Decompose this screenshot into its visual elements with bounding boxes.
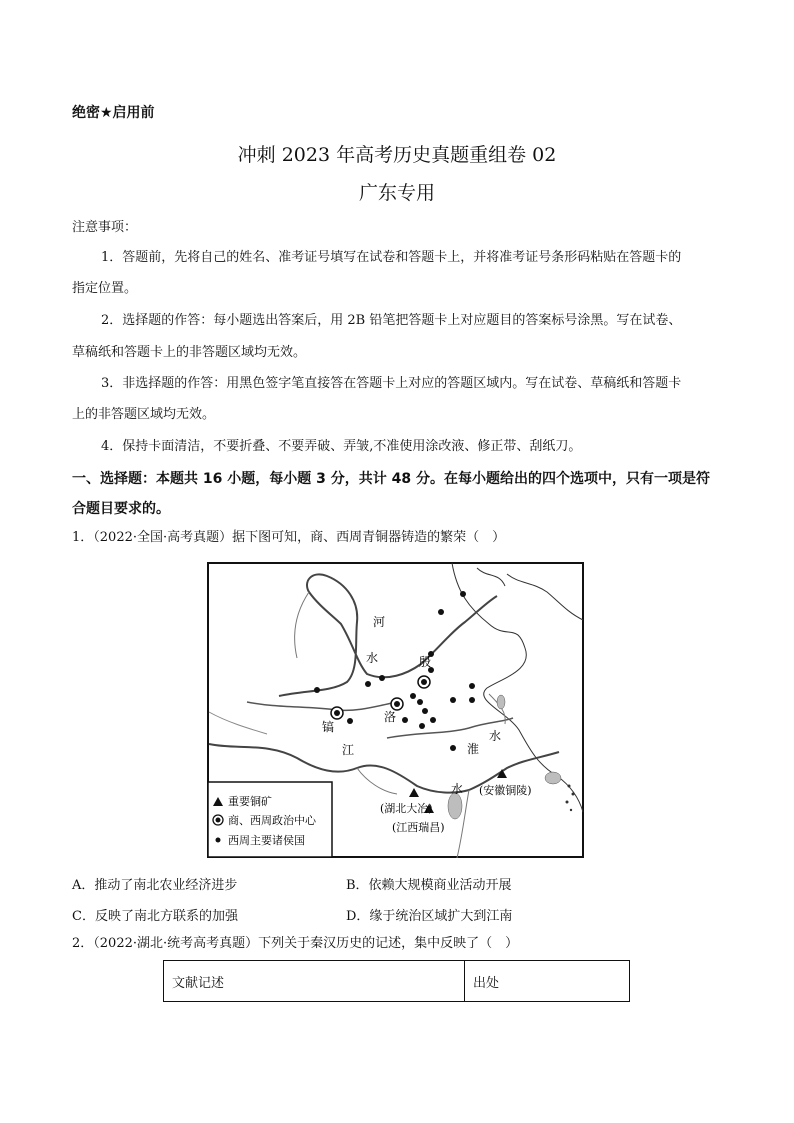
map-label-shui1: 水 (366, 651, 379, 665)
lake-taihu (545, 772, 561, 784)
map-label-jiang: 江 (342, 743, 355, 757)
notice-heading: 注意事项： (72, 220, 138, 235)
vassal-dot (469, 697, 475, 703)
map-label-anhui: (安徽铜陵) (479, 784, 532, 797)
lake-poyang (448, 793, 462, 819)
vassal-dot (430, 717, 436, 723)
vassal-dot (422, 708, 428, 714)
vassal-dot (402, 717, 408, 723)
table-header-origin: 出处 (465, 961, 630, 1002)
option-d[interactable]: D．缘于统治区域扩大到江南 (346, 909, 513, 924)
center-hao-marker (331, 707, 343, 719)
notice-item-1-line-2: 指定位置。 (72, 281, 138, 296)
option-b[interactable]: B．依赖大规模商业活动开展 (346, 878, 512, 893)
vassal-dot (410, 693, 416, 699)
bronze-map (207, 562, 584, 858)
legend-vassal-icon (216, 838, 221, 843)
option-c[interactable]: C．反映了南北方联系的加强 (72, 909, 238, 924)
vassal-dot (379, 675, 385, 681)
vassal-dot (417, 699, 423, 705)
legend-center-label: 商、西周政治中心 (228, 814, 316, 827)
center-yin-marker (418, 676, 430, 688)
notice-item-2-line-2: 草稿纸和答题卡上的非答题区域均无效。 (72, 345, 307, 360)
vassal-dot (419, 723, 425, 729)
map-label-shui3: 水 (451, 782, 464, 796)
confidential-label: 绝密★启用前 (72, 105, 155, 121)
island (568, 785, 571, 788)
map-label-he: 河 (373, 615, 386, 629)
map-label-shui2: 水 (489, 729, 502, 743)
question-1-stem: 1．（2022·全国·高考真题）据下图可知，商、西周青铜器铸造的繁荣（ ） (72, 530, 506, 545)
lake-hongze (497, 695, 505, 709)
vassal-dot (450, 697, 456, 703)
section-heading-line-2: 合题目要求的。 (72, 501, 170, 517)
map-label-hao: 镐 (322, 720, 335, 734)
legend-vassal-label: 西周主要诸侯国 (228, 834, 305, 847)
notice-item-3-line-2: 上的非答题区域均无效。 (72, 407, 216, 422)
island (572, 793, 575, 796)
vassal-dot (469, 683, 475, 689)
exam-title: 冲刺 2023 年高考历史真题重组卷 02 (237, 144, 557, 166)
vassal-dot (347, 718, 353, 724)
map-label-jiangxi: (江西瑞昌) (392, 821, 445, 834)
notice-item-1-line-1: 1．答题前，先将自己的姓名、准考证号填写在试卷和答题卡上，并将准考证号条形码粘贴在答题卡的 (101, 250, 682, 265)
notice-item-2-line-1: 2．选择题的作答：每小题选出答案后，用 2B 铅笔把答题卡上对应题目的答案标号涂黑。写在试卷、 (101, 313, 682, 328)
vassal-dot (438, 609, 444, 615)
exam-subtitle: 广东专用 (358, 182, 435, 204)
vassal-dot (314, 687, 320, 693)
island (570, 809, 572, 811)
q2-table (163, 960, 630, 1002)
map-label-yin: 殷 (419, 655, 432, 669)
notice-item-4: 4．保持卡面清洁，不要折叠、不要弄破、弄皱,不准使用涂改液、修正带、刮纸刀。 (101, 439, 582, 454)
center-luo-marker (391, 698, 403, 710)
map-label-huai: 淮 (467, 742, 480, 756)
notice-item-3-line-1: 3．非选择题的作答：用黑色签字笔直接答在答题卡上对应的答题区域内。写在试卷、草稿纸和答题卡 (101, 376, 682, 391)
table-header-source-text: 文献记述 (164, 961, 465, 1002)
island (566, 801, 569, 804)
question-2-stem: 2．（2022·湖北·统考高考真题）下列关于秦汉历史的记述，集中反映了（ ） (72, 936, 519, 951)
legend-copper-label: 重要铜矿 (228, 795, 272, 808)
vassal-dot (365, 681, 371, 687)
vassal-dot (450, 745, 456, 751)
section-heading-line-1: 一、选择题：本题共 16 小题，每小题 3 分，共计 48 分。在每小题给出的四个选项中，只有一项是符 (72, 471, 710, 487)
table-row (164, 961, 630, 1002)
map-label-luo: 洛 (384, 710, 397, 724)
map-label-hubei: (湖北大冶) (380, 802, 433, 815)
vassal-dot (460, 591, 466, 597)
option-a[interactable]: A．推动了南北农业经济进步 (72, 878, 238, 893)
